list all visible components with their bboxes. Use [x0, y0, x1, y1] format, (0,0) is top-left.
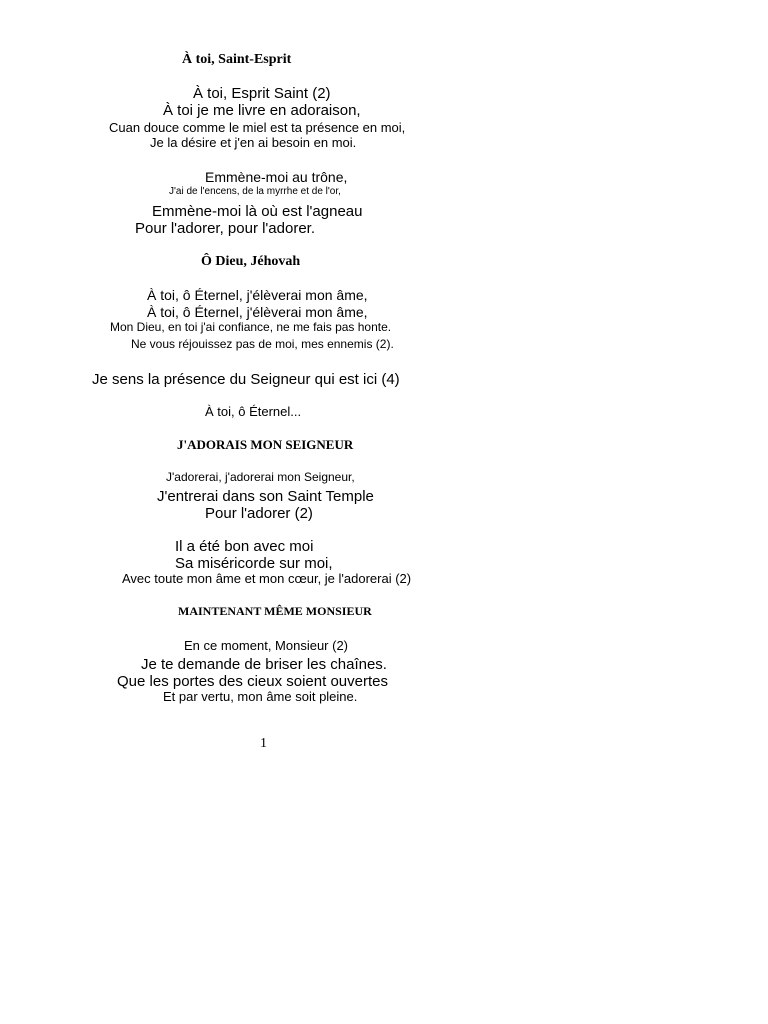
lyric-line: J'ai de l'encens, de la myrrhe et de l'or, [169, 186, 341, 197]
page-number: 1 [260, 736, 267, 751]
lyric-line: Il a été bon avec moi [175, 538, 314, 555]
lyric-line: À toi, ô Éternel, j'élèverai mon âme, [147, 304, 368, 320]
lyric-line: Cuan douce comme le miel est ta présence en moi, [109, 120, 406, 135]
lyric-line: Pour l'adorer (2) [205, 505, 313, 522]
lyric-line: Que les portes des cieux soient ouvertes [117, 673, 388, 690]
lyric-line: Je te demande de briser les chaînes. [141, 656, 387, 673]
lyric-line: Et par vertu, mon âme soit pleine. [163, 689, 358, 704]
lyric-line: J'entrerai dans son Saint Temple [157, 488, 374, 505]
lyric-line: À toi, Esprit Saint (2) [193, 85, 331, 102]
lyric-line: Pour l'adorer, pour l'adorer. [135, 220, 315, 237]
lyric-line: Emmène-moi là où est l'agneau [152, 203, 363, 220]
lyric-line: À toi, ô Éternel... [205, 404, 302, 419]
lyric-line: Emmène-moi au trône, [205, 169, 348, 185]
lyric-line: Je sens la présence du Seigneur qui est ici (4) [92, 371, 400, 388]
lyric-line: Je la désire et j'en ai besoin en moi. [150, 135, 357, 150]
song-title: À toi, Saint-Esprit [182, 52, 292, 67]
lyric-line: À toi, ô Éternel, j'élèverai mon âme, [147, 287, 368, 303]
lyric-line: Mon Dieu, en toi j'ai confiance, ne me fais pas honte. [110, 320, 392, 334]
lyric-line: Avec toute mon âme et mon cœur, je l'adorerai (2) [122, 571, 412, 586]
lyric-line: En ce moment, Monsieur (2) [184, 638, 349, 653]
lyric-line: À toi je me livre en adoraison, [163, 102, 361, 119]
song-title: J'ADORAIS MON SEIGNEUR [177, 437, 354, 452]
lyric-line: Sa miséricorde sur moi, [175, 555, 333, 572]
song-title: MAINTENANT MÊME MONSIEUR [178, 604, 372, 618]
song-title: Ô Dieu, Jéhovah [201, 254, 301, 269]
lyric-line: J'adorerai, j'adorerai mon Seigneur, [166, 470, 355, 484]
lyric-line: Ne vous réjouissez pas de moi, mes ennemis (2). [131, 337, 394, 351]
